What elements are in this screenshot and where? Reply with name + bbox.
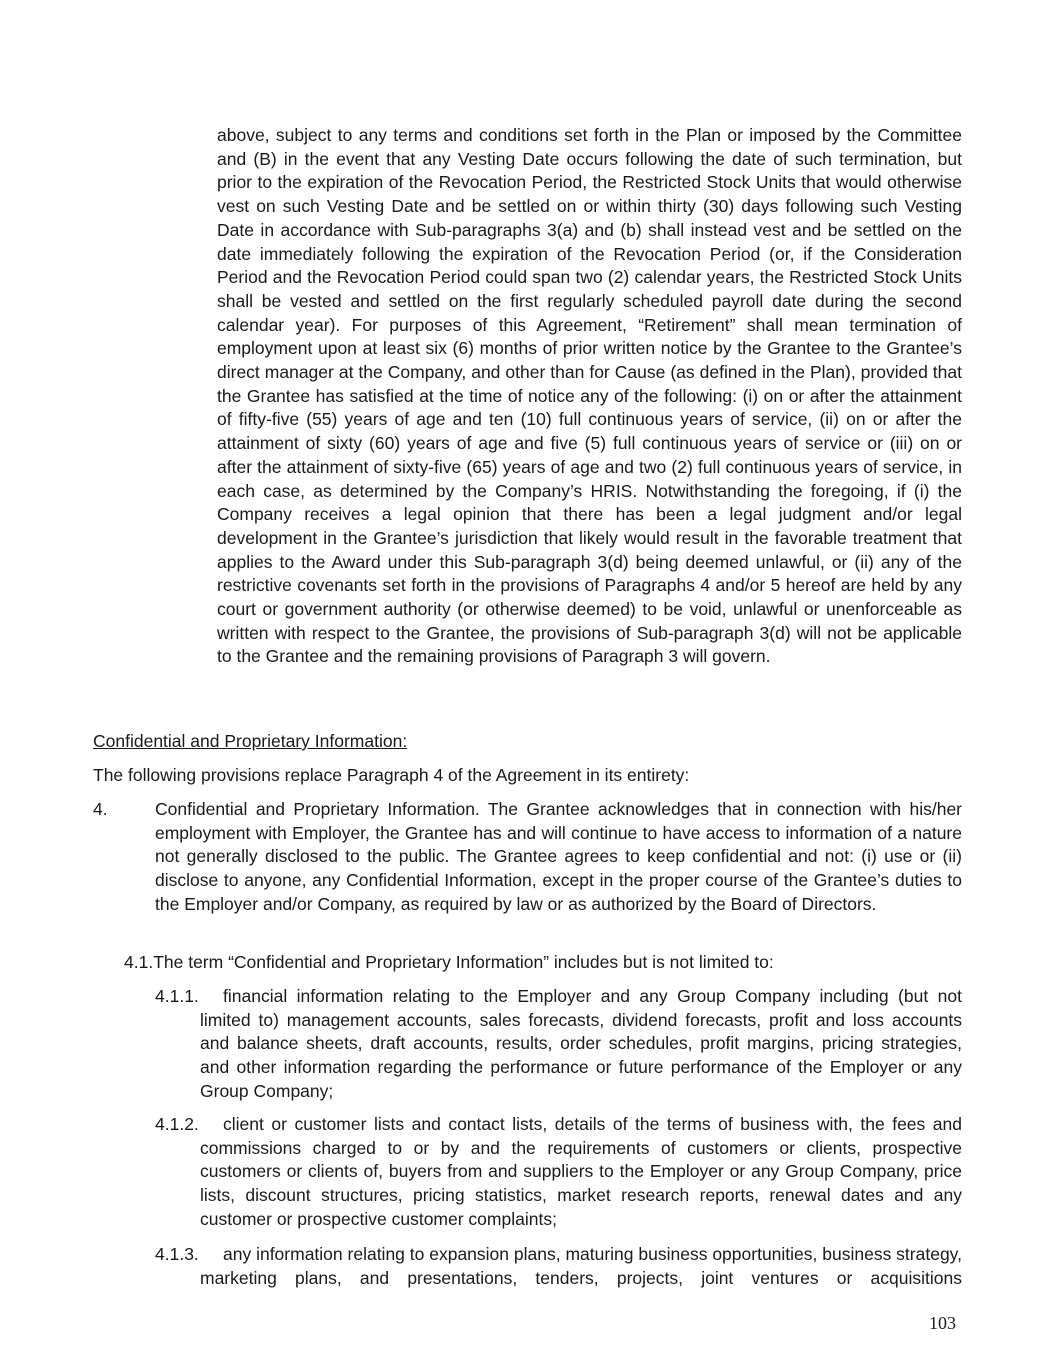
subsection-number: 4.1.3. <box>155 1244 199 1264</box>
section-heading: Confidential and Proprietary Information: <box>93 731 408 751</box>
subsection-text: any information relating to expansion plans, maturing business opportunities, business strategy, marketing plans, and presentations, tenders, projects, joint ventures or acquisitions <box>200 1244 962 1288</box>
section-4-number: 4. <box>93 799 108 819</box>
page-number: 103 <box>929 1313 956 1333</box>
subsection-text: financial information relating to the Employer and any Group Company including (but not limited to) management accounts, sales forecasts, dividend forecasts, profit and loss accounts and balance sheets, draft accounts, results, order schedules, profit margins, pricing strategies, and other information regarding the performance or future performance of the Employer or any Group Company; <box>200 986 962 1101</box>
subsection-number: 4.1.2. <box>155 1114 199 1134</box>
subsection-4-1-1 <box>155 985 962 1104</box>
subsection-4-1-2 <box>155 1113 962 1232</box>
intro-line: The following provisions replace Paragraph 4 of the Agreement in its entirety: <box>93 765 690 785</box>
subsection-number: 4.1.1. <box>155 986 199 1006</box>
continuation-paragraph: above, subject to any terms and conditions set forth in the Plan or imposed by the Committee and (B) in the event that any Vesting Date occurs following the date of such termination, but prior to the expiration of the Revocation Period, the Restricted Stock Units that would otherwise vest on such Vesting Date and be settled on or within thirty (30) days following such Vesting Date in accordance with Sub-paragraphs 3(a) and (b) shall instead vest and be settled on the date immediately following the expiration of the Revocation Period (or, if the Consideration Period and the Revocation Period could span two (2) calendar years, the Restricted Stock Units shall be vested and settled on the first regularly scheduled payroll date during the second calendar year). For purposes of this Agreement, “Retirement” shall mean termination of employment upon at least six (6) months of prior written notice by the Grantee to the Grantee’s direct manager at the Company, and other than for Cause (as defined in the Plan), provided that the Grantee has satisfied at the time of notice any of the following: (i) on or after the attainment of fifty-five (55) years of age and ten (10) full continuous years of service, (ii) on or after the attainment of sixty (60) years of age and five (5) full continuous years of service or (iii) on or after the attainment of sixty-five (65) years of age and two (2) full continuous years of service, in each case, as determined by the Company’s HRIS. Notwithstanding the foregoing, if (i) the Company receives a legal opinion that there has been a legal judgment and/or legal development in the Grantee’s jurisdiction that likely would result in the favorable treatment that applies to the Award under this Sub-paragraph 3(d) being deemed unlawful, or (ii) any of the restrictive covenants set forth in the provisions of Paragraphs 4 and/or 5 hereof are held by any court or government authority (or otherwise deemed) to be void, unlawful or unenforceable as written with respect to the Grantee, the provisions of Sub-paragraph 3(d) will not be applicable to the Grantee and the remaining provisions of Paragraph 3 will govern. <box>217 125 962 667</box>
section-4-1-line: 4.1.The term “Confidential and Proprietary Information” includes but is not limited to: <box>124 952 774 972</box>
subsection-text: client or customer lists and contact lists, details of the terms of business with, the fees and commissions charged to or by and the requirements of customers or clients, prospective customers or clients of, buyers from and suppliers to the Employer or any Group Company, price lists, discount structures, pricing statistics, market research reports, renewal dates and any customer or prospective customer complaints; <box>200 1114 962 1229</box>
section-4-paragraph: Confidential and Proprietary Information. The Grantee acknowledges that in connection with his/her employment with Employer, the Grantee has and will continue to have access to information of a nature not generally disclosed to the public. The Grantee agrees to keep confidential and not: (i) use or (ii) disclose to anyone, any Confidential Information, except in the proper course of the Grantee’s duties to the Employer and/or Company, as required by law or as authorized by the Board of Directors. <box>155 799 962 914</box>
subsection-4-1-3 <box>155 1243 962 1290</box>
